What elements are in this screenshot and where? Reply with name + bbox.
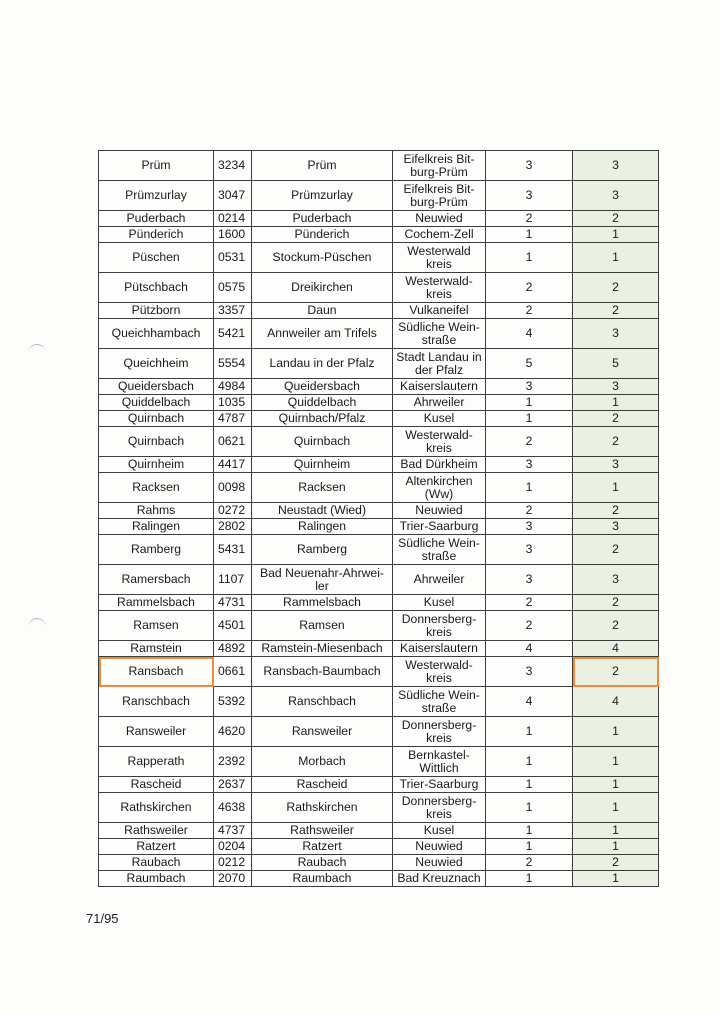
locality-cell: Ramstein [99,641,214,657]
table-row [99,641,659,657]
code-cell: 4731 [214,595,252,611]
district-cell: Ahrweiler [393,395,486,411]
district-cell: Bad Kreuznach [393,871,486,887]
municipality-cell: Ransweiler [252,717,393,747]
table-row [99,657,659,687]
code-cell: 5554 [214,349,252,379]
municipality-cell: Raubach [252,855,393,871]
value-a-cell: 1 [486,717,573,747]
locality-cell: Rahms [99,503,214,519]
municipality-cell: Ranschbach [252,687,393,717]
value-a-cell: 4 [486,319,573,349]
value-b-cell: 1 [573,227,659,243]
district-cell: Westerwald kreis [393,243,486,273]
locality-cell: Raubach [99,855,214,871]
table-row [99,303,659,319]
value-a-cell: 3 [486,535,573,565]
locality-cell: Quirnbach [99,411,214,427]
municipality-cell: Prümzurlay [252,181,393,211]
value-b-cell: 2 [573,855,659,871]
punch-hole-mark [28,344,46,355]
table-row [99,379,659,395]
punch-hole-mark [28,618,46,629]
value-b-cell: 1 [573,717,659,747]
locality-cell: Quiddelbach [99,395,214,411]
district-cell: Westerwald- kreis [393,657,486,687]
table-row [99,503,659,519]
municipality-cell: Quirnbach/Pfalz [252,411,393,427]
district-cell: Kaiserslautern [393,379,486,395]
table-row [99,777,659,793]
value-a-cell: 2 [486,211,573,227]
district-cell: Kusel [393,595,486,611]
municipality-cell: Ramberg [252,535,393,565]
table-row [99,687,659,717]
code-cell: 5431 [214,535,252,565]
municipality-cell: Bad Neuenahr-Ahrwei- ler [252,565,393,595]
code-cell: 4638 [214,793,252,823]
table-row [99,411,659,427]
value-a-cell: 1 [486,227,573,243]
table-row [99,243,659,273]
locality-cell: Racksen [99,473,214,503]
value-b-cell: 2 [573,657,659,687]
district-cell: Donnersberg- kreis [393,611,486,641]
value-a-cell: 1 [486,395,573,411]
municipality-cell: Raumbach [252,871,393,887]
locality-cell: Quirnheim [99,457,214,473]
table-row [99,717,659,747]
value-a-cell: 1 [486,777,573,793]
value-a-cell: 1 [486,473,573,503]
code-cell: 0575 [214,273,252,303]
value-a-cell: 5 [486,349,573,379]
value-b-cell: 1 [573,823,659,839]
value-b-cell: 3 [573,565,659,595]
value-b-cell: 2 [573,503,659,519]
code-cell: 2802 [214,519,252,535]
district-cell: Neuwied [393,855,486,871]
value-a-cell: 3 [486,181,573,211]
district-cell: Bernkastel- Wittlich [393,747,486,777]
value-b-cell: 1 [573,243,659,273]
district-cell: Westerwald- kreis [393,273,486,303]
municipality-cell: Ramsen [252,611,393,641]
code-cell: 2637 [214,777,252,793]
value-a-cell: 3 [486,151,573,181]
locality-cell: Rapperath [99,747,214,777]
municipality-cell: Ramstein-Miesenbach [252,641,393,657]
code-cell: 4984 [214,379,252,395]
value-b-cell: 3 [573,519,659,535]
code-cell: 1107 [214,565,252,595]
locality-cell: Ralingen [99,519,214,535]
value-b-cell: 2 [573,427,659,457]
district-cell: Südliche Wein- straße [393,535,486,565]
municipality-cell: Quirnheim [252,457,393,473]
district-cell: Altenkirchen (Ww) [393,473,486,503]
municipality-cell: Neustadt (Wied) [252,503,393,519]
locality-cell: Prüm [99,151,214,181]
locality-cell: Ransweiler [99,717,214,747]
code-cell: 3357 [214,303,252,319]
municipality-cell: Morbach [252,747,393,777]
municipality-cell: Racksen [252,473,393,503]
table-row [99,519,659,535]
municipality-cell: Prüm [252,151,393,181]
district-cell: Neuwied [393,839,486,855]
district-cell: Kaiserslautern [393,641,486,657]
value-b-cell: 1 [573,793,659,823]
district-cell: Stadt Landau in der Pfalz [393,349,486,379]
municipality-cell: Stockum-Püschen [252,243,393,273]
table-row [99,747,659,777]
locality-cell: Rathsweiler [99,823,214,839]
municipality-cell: Rathsweiler [252,823,393,839]
code-cell: 0661 [214,657,252,687]
value-b-cell: 5 [573,349,659,379]
code-cell: 4787 [214,411,252,427]
locality-cell: Pütschbach [99,273,214,303]
table-row [99,793,659,823]
locality-cell: Prümzurlay [99,181,214,211]
locality-cell: Ramersbach [99,565,214,595]
municipality-table [98,150,659,887]
locality-cell: Queidersbach [99,379,214,395]
district-cell: Donnersberg- kreis [393,793,486,823]
municipality-cell: Ransbach-Baumbach [252,657,393,687]
district-cell: Trier-Saarburg [393,519,486,535]
code-cell: 1035 [214,395,252,411]
municipality-cell: Rammelsbach [252,595,393,611]
code-cell: 0272 [214,503,252,519]
value-a-cell: 1 [486,871,573,887]
value-a-cell: 1 [486,243,573,273]
value-b-cell: 4 [573,687,659,717]
code-cell: 5392 [214,687,252,717]
district-cell: Bad Dürkheim [393,457,486,473]
locality-cell: Ransbach [99,657,214,687]
municipality-cell: Queidersbach [252,379,393,395]
table-row [99,823,659,839]
value-b-cell: 2 [573,595,659,611]
district-cell: Kusel [393,823,486,839]
value-a-cell: 3 [486,565,573,595]
value-b-cell: 1 [573,871,659,887]
code-cell: 0621 [214,427,252,457]
district-cell: Westerwald- kreis [393,427,486,457]
value-b-cell: 1 [573,777,659,793]
value-a-cell: 2 [486,273,573,303]
value-a-cell: 4 [486,687,573,717]
code-cell: 3234 [214,151,252,181]
district-cell: Donnersberg- kreis [393,717,486,747]
locality-cell: Ramberg [99,535,214,565]
table-row [99,273,659,303]
municipality-cell: Dreikirchen [252,273,393,303]
table-row [99,181,659,211]
value-b-cell: 3 [573,181,659,211]
district-cell: Eifelkreis Bit- burg-Prüm [393,151,486,181]
municipality-cell: Rathskirchen [252,793,393,823]
locality-cell: Ranschbach [99,687,214,717]
locality-cell: Queichhambach [99,319,214,349]
municipality-cell: Ratzert [252,839,393,855]
value-b-cell: 2 [573,211,659,227]
district-cell: Cochem-Zell [393,227,486,243]
value-b-cell: 2 [573,411,659,427]
table-row [99,855,659,871]
table-row [99,427,659,457]
district-cell: Ahrweiler [393,565,486,595]
table-row [99,611,659,641]
value-b-cell: 2 [573,611,659,641]
locality-cell: Ratzert [99,839,214,855]
district-cell: Eifelkreis Bit- burg-Prüm [393,181,486,211]
locality-cell: Ramsen [99,611,214,641]
table-body [99,151,659,887]
table-row [99,227,659,243]
code-cell: 2392 [214,747,252,777]
locality-cell: Pünderich [99,227,214,243]
district-cell: Trier-Saarburg [393,777,486,793]
table-row [99,473,659,503]
district-cell: Neuwied [393,211,486,227]
district-cell: Neuwied [393,503,486,519]
value-a-cell: 1 [486,747,573,777]
code-cell: 5421 [214,319,252,349]
code-cell: 0214 [214,211,252,227]
table-row [99,349,659,379]
code-cell: 0212 [214,855,252,871]
municipality-cell: Daun [252,303,393,319]
municipality-cell: Annweiler am Trifels [252,319,393,349]
value-b-cell: 3 [573,319,659,349]
code-cell: 2070 [214,871,252,887]
municipality-cell: Rascheid [252,777,393,793]
value-a-cell: 2 [486,303,573,319]
value-a-cell: 1 [486,793,573,823]
municipality-cell: Puderbach [252,211,393,227]
municipality-cell: Ralingen [252,519,393,535]
district-cell: Vulkaneifel [393,303,486,319]
value-a-cell: 1 [486,411,573,427]
value-a-cell: 4 [486,641,573,657]
value-b-cell: 1 [573,839,659,855]
municipality-cell: Landau in der Pfalz [252,349,393,379]
table-row [99,565,659,595]
value-b-cell: 2 [573,303,659,319]
table-row [99,595,659,611]
value-a-cell: 3 [486,379,573,395]
municipality-cell: Quiddelbach [252,395,393,411]
table-row [99,395,659,411]
code-cell: 0098 [214,473,252,503]
code-cell: 1600 [214,227,252,243]
code-cell: 4417 [214,457,252,473]
code-cell: 4892 [214,641,252,657]
value-b-cell: 3 [573,457,659,473]
municipality-cell: Pünderich [252,227,393,243]
code-cell: 4737 [214,823,252,839]
code-cell: 4501 [214,611,252,641]
code-cell: 0204 [214,839,252,855]
locality-cell: Pützborn [99,303,214,319]
value-b-cell: 2 [573,273,659,303]
locality-cell: Rascheid [99,777,214,793]
value-b-cell: 1 [573,473,659,503]
code-cell: 0531 [214,243,252,273]
value-a-cell: 2 [486,855,573,871]
municipality-cell: Quirnbach [252,427,393,457]
locality-cell: Queichheim [99,349,214,379]
value-a-cell: 3 [486,519,573,535]
value-a-cell: 1 [486,823,573,839]
value-b-cell: 1 [573,747,659,777]
table-row [99,839,659,855]
table-row [99,871,659,887]
district-cell: Kusel [393,411,486,427]
value-b-cell: 1 [573,395,659,411]
table-row [99,457,659,473]
value-b-cell: 2 [573,535,659,565]
locality-cell: Püschen [99,243,214,273]
locality-cell: Quirnbach [99,427,214,457]
table-row [99,151,659,181]
locality-cell: Rammelsbach [99,595,214,611]
table-row [99,319,659,349]
code-cell: 4620 [214,717,252,747]
value-a-cell: 2 [486,595,573,611]
locality-cell: Raumbach [99,871,214,887]
value-a-cell: 1 [486,839,573,855]
table-row [99,535,659,565]
value-a-cell: 3 [486,657,573,687]
value-b-cell: 4 [573,641,659,657]
table-row [99,211,659,227]
value-b-cell: 3 [573,151,659,181]
value-a-cell: 2 [486,427,573,457]
page-number: 71/95 [86,911,119,926]
value-a-cell: 2 [486,611,573,641]
district-cell: Südliche Wein- straße [393,687,486,717]
locality-cell: Puderbach [99,211,214,227]
value-a-cell: 3 [486,457,573,473]
district-cell: Südliche Wein- straße [393,319,486,349]
locality-cell: Rathskirchen [99,793,214,823]
value-b-cell: 3 [573,379,659,395]
code-cell: 3047 [214,181,252,211]
value-a-cell: 2 [486,503,573,519]
